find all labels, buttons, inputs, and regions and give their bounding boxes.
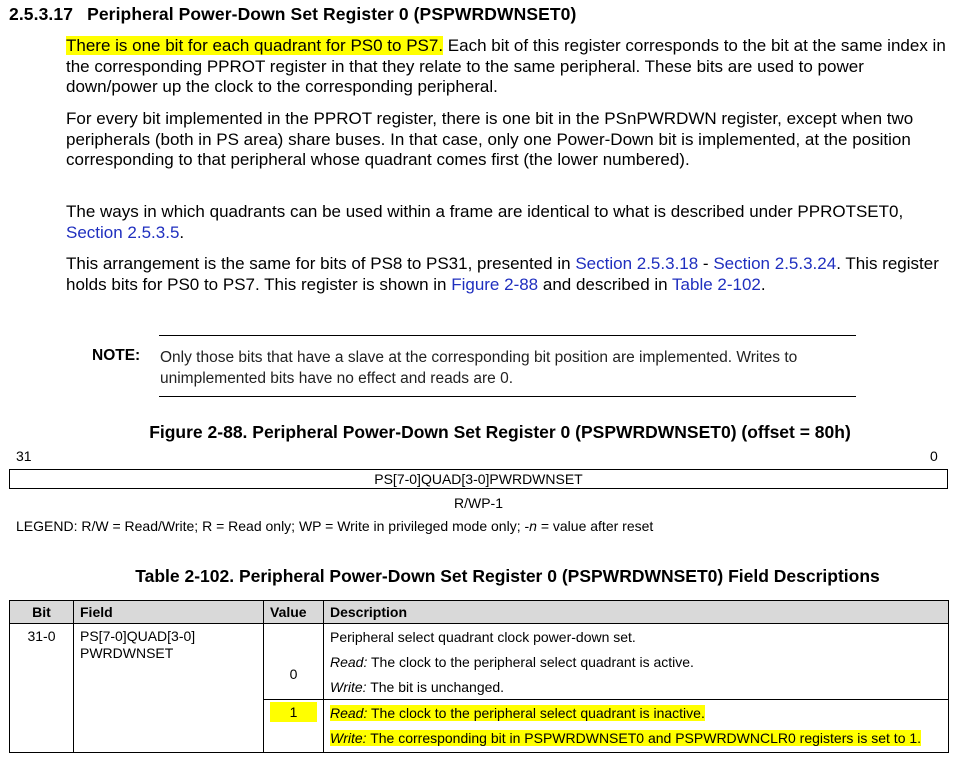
link-section-2-5-3-24[interactable]: Section 2.5.3.24 — [713, 254, 837, 273]
read-label: Read: — [330, 654, 368, 670]
header-bit: Bit — [10, 601, 74, 624]
table-row — [10, 624, 949, 650]
paragraph-2: For every bit implemented in the PPROT register, there is one bit in the PSnPWRDWN register, except when two peripherals (both in PS area) share buses. In that case, only one Power-Down bit is implemented, at the position corresponding to that peripheral whose quadrant comes first (the lower numbered). — [66, 109, 914, 169]
header-description: Description — [324, 601, 949, 624]
highlighted-sentence: There is one bit for each quadrant for PS0 to PS7. — [66, 36, 444, 55]
v1-write-text: The corresponding bit in PSPWRDWNSET0 and PSPWRDWNCLR0 registers is set to 1. — [366, 730, 922, 746]
header-field: Field — [74, 601, 264, 624]
paragraph-4-text-a: This arrangement is the same for bits of PS8 to PS31, presented in — [66, 254, 576, 273]
legend-text-a: LEGEND: R/W = Read/Write; R = Read only; WP = Write in privileged mode only; - — [16, 518, 530, 534]
link-section-2-5-3-18[interactable]: Section 2.5.3.18 — [575, 254, 699, 273]
paragraph-3-end: . — [179, 222, 185, 242]
value-1: 1 — [270, 702, 317, 722]
paragraph-4 — [66, 254, 950, 295]
paragraph-4-text-c: and described in — [538, 274, 673, 294]
field-line-2: PWRDWNSET — [80, 645, 174, 661]
cell-description-main — [324, 624, 949, 650]
section-number: 2.5.3.17 — [9, 4, 74, 24]
register-access: R/WP-1 — [454, 495, 503, 511]
cell-field — [74, 624, 264, 753]
bit-low-label: 0 — [930, 448, 938, 464]
link-figure-2-88[interactable]: Figure 2-88 — [451, 274, 539, 294]
paragraph-3 — [66, 202, 950, 243]
section-heading — [9, 4, 576, 25]
cell-value-1 — [264, 700, 324, 753]
header-value: Value — [264, 601, 324, 624]
read-label: Read: — [330, 705, 368, 721]
link-section-2-5-3-5[interactable]: Section 2.5.3.5 — [66, 222, 180, 242]
note-text: Only those bits that have a slave at the corresponding bit position are implemented. Writes to unimplemented bits have no effect and reads are 0. — [160, 349, 798, 387]
cell-description-v1-write — [324, 725, 949, 753]
bit-high-label: 31 — [16, 448, 32, 464]
table-caption: Table 2-102. Peripheral Power-Down Set Register 0 (PSPWRDWNSET0) Field Descriptions — [135, 566, 880, 586]
v0-write-text: The bit is unchanged. — [366, 679, 505, 695]
value-0: 0 — [289, 665, 298, 682]
cell-description-v0-write — [324, 674, 949, 700]
note-label: NOTE: — [92, 347, 141, 364]
cell-description-v0-read — [324, 649, 949, 674]
paragraph-3-text: The ways in which quadrants can be used within a frame are identical to what is described under PPROTSET0, — [66, 202, 904, 221]
register-legend — [16, 518, 653, 534]
paragraph-1-text: Each bit of this register corresponds to the bit at the same index in the corresponding PPROT register in that they relate to the same peripheral. These bits are used to power down/power up the clock to the corresponding peripheral. — [66, 36, 946, 96]
write-label: Write: — [330, 730, 367, 746]
link-table-2-102[interactable]: Table 2-102 — [672, 274, 761, 294]
figure-caption: Figure 2-88. Peripheral Power-Down Set Register 0 (PSPWRDWNSET0) (offset = 80h) — [149, 422, 851, 442]
cell-description-v1-read — [324, 700, 949, 726]
paragraph-4-text-b: . This register holds bits for PS0 to PS7. This register is shown in — [66, 254, 939, 294]
paragraph-1 — [66, 36, 950, 98]
cell-bit: 31-0 — [10, 624, 74, 753]
v0-read-text: The clock to the peripheral select quadrant is active. — [367, 654, 694, 670]
note-top-rule — [159, 335, 856, 336]
table-header-row — [10, 601, 949, 624]
description-main: Peripheral select quadrant clock power-down set. — [330, 629, 636, 645]
paragraph-4-end: . — [760, 274, 766, 294]
legend-n: n — [529, 518, 537, 534]
field-description-table — [9, 600, 949, 753]
v1-read-text: The clock to the peripheral select quadrant is inactive. — [367, 705, 705, 721]
write-label: Write: — [330, 679, 367, 695]
note-bottom-rule — [159, 396, 856, 397]
register-field-box: PS[7-0]QUAD[3-0]PWRDWNSET — [9, 469, 948, 489]
section-title: Peripheral Power-Down Set Register 0 (PSPWRDWNSET0) — [87, 4, 577, 24]
cell-value-empty — [264, 624, 324, 700]
legend-text-b: = value after reset — [536, 518, 654, 534]
paragraph-4-dash: - — [698, 254, 714, 273]
field-line-1: PS[7-0]QUAD[3-0] — [80, 628, 196, 644]
